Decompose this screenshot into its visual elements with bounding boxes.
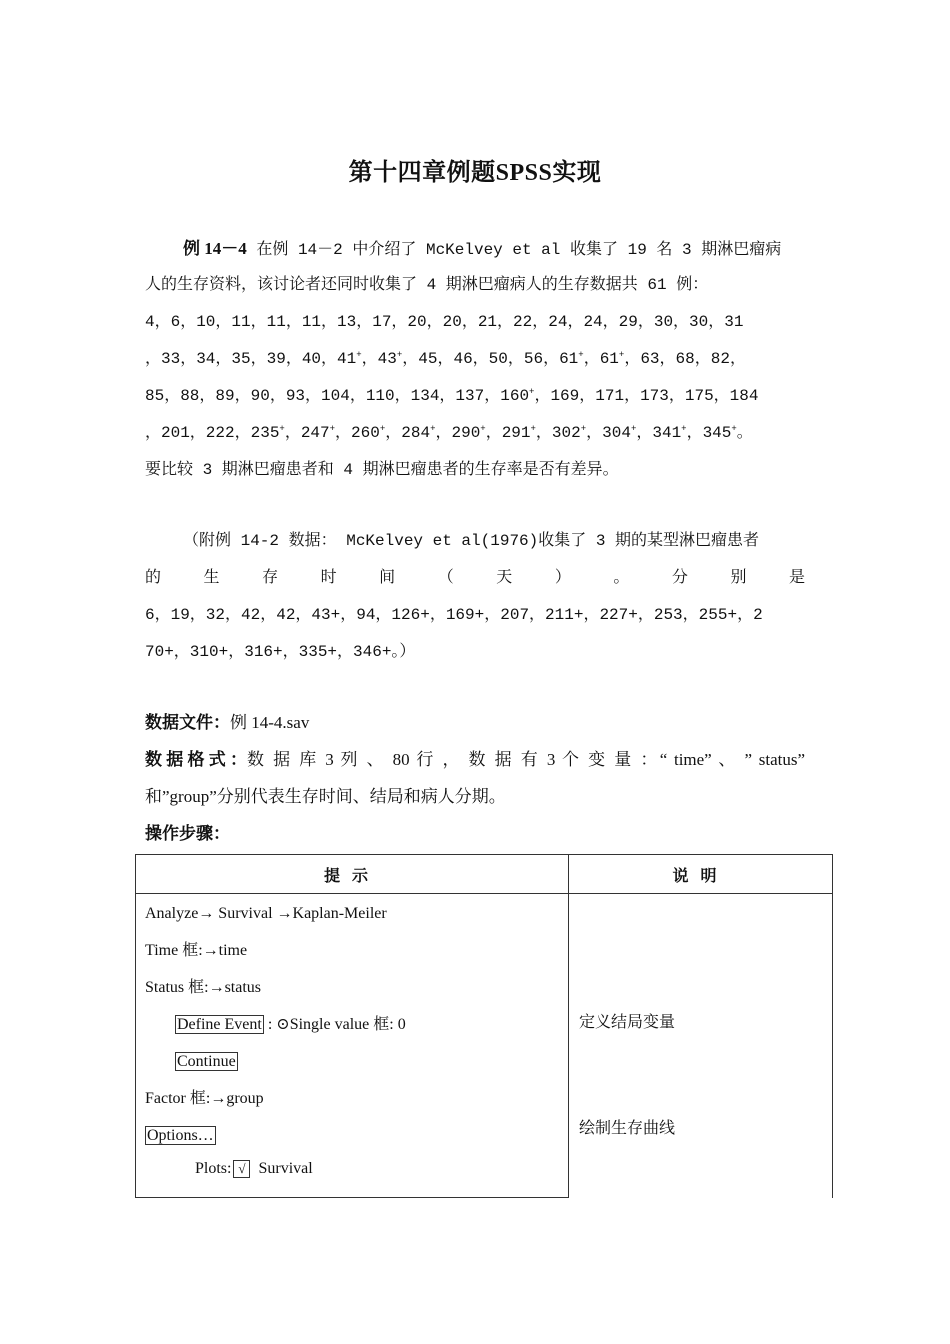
survival-label: Survival: [254, 1160, 313, 1177]
hint-cell: [136, 894, 569, 1198]
data-segment: ，33，34，35，39，40，41: [145, 350, 357, 368]
example-paragraph: [145, 230, 805, 489]
table-header-row: [136, 855, 833, 894]
censor-mark: +: [578, 350, 584, 360]
step-options: [137, 1122, 567, 1159]
steps-table: [135, 854, 833, 1198]
censor-mark: +: [379, 424, 386, 434]
censor-mark: +: [430, 424, 436, 434]
data-segment: ，290: [435, 424, 481, 442]
censor-mark: +: [681, 424, 687, 434]
survival-checkbox[interactable]: √: [233, 1160, 250, 1178]
note-plot-survival: 绘制生存曲线: [579, 1120, 676, 1137]
data-segment: ，291: [485, 424, 531, 442]
data-segment: ，260: [335, 424, 380, 442]
example-question: 要比较 3 期淋巴瘤患者和 4 期淋巴瘤患者的生存率是否有差异。: [145, 461, 619, 479]
data-segment: ，304: [586, 424, 631, 442]
censor-mark: +: [329, 424, 336, 434]
note-define-outcome: 定义结局变量: [579, 1014, 676, 1031]
step-analyze: Analyze→ Survival →Kaplan-Meiler: [145, 905, 387, 922]
data-format-line-1: [145, 741, 805, 778]
data-segment: ，63，68，82，: [624, 350, 746, 368]
censor-mark: +: [731, 424, 737, 434]
header-hint: 提示: [136, 855, 569, 894]
continue-button[interactable]: Continue: [177, 1053, 236, 1070]
data-file-value: 例 14-4.sav: [230, 713, 310, 732]
step-plots: [137, 1159, 567, 1196]
survival-data-line-1: 4，6，10，11，11，11，13，17，20，20，21，22，24，24，29，30，30，31: [145, 313, 744, 331]
data-segment: 。: [736, 424, 753, 442]
example-label: 例 14－4: [183, 239, 247, 258]
define-event-button[interactable]: Define Event: [177, 1016, 262, 1033]
step-status: Status 框:→status: [145, 979, 262, 996]
step-continue: [137, 1048, 567, 1085]
data-segment: ，169，171，173，175，184: [534, 387, 759, 405]
survival-data-line-3: [145, 378, 805, 415]
page-title: 第十四章例题SPSS实现: [348, 160, 602, 186]
data-segment: ，345: [686, 424, 732, 442]
survival-data-line-4: [145, 415, 805, 452]
single-value-text: : ⊙Single value 框: 0: [263, 1016, 406, 1033]
data-format-text: 数 据 库 3 列 、 80 行 ， 数 据 有 3 个 变 量 ：“ time” 、 ” status”: [247, 750, 805, 769]
table-body-row: [136, 894, 833, 1198]
data-segment: ，43: [361, 350, 397, 368]
example-line-1: [145, 230, 805, 267]
censor-mark: +: [396, 350, 403, 360]
data-description: [145, 704, 805, 852]
data-segment: ，45，46，50，56，61: [402, 350, 579, 368]
data-segment: ，61: [583, 350, 619, 368]
data-segment: ，201，222，235: [145, 424, 280, 442]
options-button[interactable]: Options…: [147, 1127, 214, 1144]
censor-mark: +: [630, 424, 637, 434]
censor-mark: +: [480, 424, 486, 434]
step-time: Time 框:→time: [145, 942, 248, 959]
step-define-event: [137, 1011, 567, 1048]
appendix-line-3: 6，19，32，42，42，43+，94，126+，169+，207，211+，227+，253，255+，2: [145, 606, 763, 624]
data-segment: 85，88，89，90，93，104，110，134，137，160: [145, 387, 530, 405]
data-file-label: 数据文件：: [145, 713, 230, 732]
appendix-line-4: 70+，310+，316+，335+，346+。）: [145, 643, 416, 661]
data-file-line: [145, 704, 805, 741]
data-segment: ，284: [385, 424, 431, 442]
explanation-cell: [569, 894, 833, 1198]
example-line-2: 人的生存资料，该讨论者还同时收集了 4 期淋巴瘤病人的生存数据共 61 例：: [145, 276, 709, 294]
plots-label: Plots:: [195, 1160, 232, 1177]
data-segment: ，247: [284, 424, 330, 442]
appendix-line-2: 的 生 存 时 间 （ 天 ） 。 分 别 是: [145, 569, 805, 587]
censor-mark: +: [618, 350, 625, 360]
censor-mark: +: [356, 350, 362, 360]
example-intro: 在例 14－2 中介绍了 McKelvey et al 收集了 19 名 3 期淋巴瘤病: [246, 241, 782, 259]
appendix-line-1: （附例 14-2 数据： McKelvey et al(1976)收集了 3 期的某型淋巴瘤患者: [183, 532, 760, 550]
data-segment: ，302: [535, 424, 581, 442]
censor-mark: +: [530, 424, 536, 434]
data-format-line-2: 和”group”分别代表生存时间、结局和病人分期。: [145, 787, 506, 806]
appendix-paragraph: [145, 523, 805, 671]
data-format-label: 数 据 格 式 ：: [145, 750, 247, 769]
censor-mark: +: [279, 424, 285, 434]
header-explanation: 说明: [569, 855, 833, 894]
step-factor: Factor 框:→group: [145, 1090, 264, 1107]
censor-mark: +: [580, 424, 587, 434]
censor-mark: +: [529, 387, 535, 397]
survival-data-line-2: [145, 341, 805, 378]
steps-label: 操作步骤：: [145, 824, 230, 843]
data-segment: ，341: [636, 424, 682, 442]
